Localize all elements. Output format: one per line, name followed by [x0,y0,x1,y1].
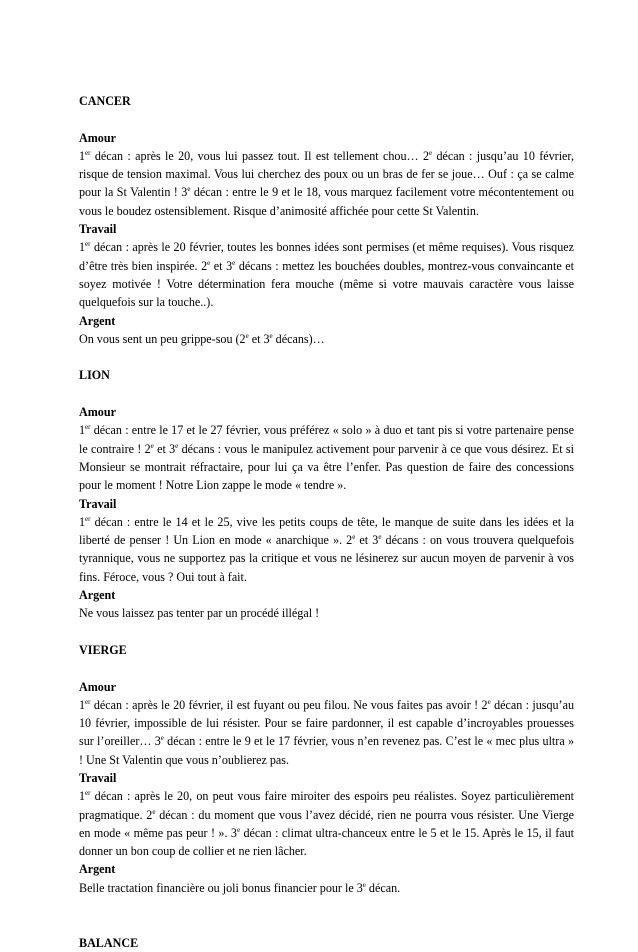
ordinal-superscript: er [85,514,91,523]
ordinal-superscript: e [378,533,382,542]
lion-amour-label: Amour [79,405,116,420]
ordinal-superscript: e [362,880,366,889]
text-run: Belle tractation financière ou joli bonus financier pour le 3 [79,880,363,895]
vierge-argent-label: Argent [79,862,116,877]
text-run: décan : après le 20, on peut vous faire miroiter des espoirs peu réalistes. Soyez particulièrement pragmatique. 2 [79,789,574,822]
lion-amour-text [79,421,574,494]
document-page [79,92,574,952]
cancer-amour-label: Amour [79,130,116,145]
cancer-travail-text [79,238,574,311]
text-run: décan : jusqu’au 10 février, impossible de lui résister. Pour se faire pardonner, il est capable d’incroyables prouesses sur l’oreiller… 3 [79,697,574,749]
ordinal-superscript: e [187,185,191,194]
ordinal-superscript: e [269,331,273,340]
text-run: et 3 [355,533,379,548]
sign-heading-lion: LION [79,368,110,383]
lion-argent-text [79,604,574,622]
ordinal-superscript: e [150,441,154,450]
text-run: décans : mettez les bouchées doubles, montrez-vous convaincante et soyez motivée ! Votre détermination fera mouche (même si votre mauvais caractère vous laisse quelquefois sur la touche..). [79,258,574,310]
text-run: décans : vous le manipulez activement pour parvenir à ce que vous désirez. Et si Monsieur se montrait réfractaire, pour lui ça va être l’enfer. Pas question de faire des concessions pour le moment ! Notre Lion zappe le mode « tendre ». [79,441,574,493]
text-run: 1 [79,697,86,712]
ordinal-superscript: e [207,258,211,267]
ordinal-superscript: er [85,789,91,798]
ordinal-superscript: er [85,423,91,432]
text-run: décans)… [272,331,325,346]
sign-heading-vierge: VIERGE [79,642,127,657]
text-run: décan : entre le 14 et le 25, vive les petits coups de tête, le manque de suite dans les idées et la liberté de penser ! Un Lion en mode « anarchique ». 2 [79,514,574,548]
text-run: On vous sent un peu grippe-sou (2 [79,331,246,346]
vierge-amour-text [79,696,574,769]
text-run: décan : après le 20 février, il est fuyant ou peu filou. Ne vous faites pas avoir ! 2 [90,697,488,712]
vierge-amour-label: Amour [79,679,116,694]
text-run: 1 [79,789,86,804]
text-run: décan : climat ultra-chanceux entre le 5 et le 15. Après le 15, il faut donner un bon coup de collier et ne rien lâcher. [79,825,574,859]
text-run: 1 [79,423,86,438]
text-run: et 3 [153,441,176,456]
ordinal-superscript: e [352,533,356,542]
ordinal-superscript: er [85,148,91,157]
cancer-argent-label: Argent [79,313,116,328]
ordinal-superscript: e [175,441,179,450]
text-run: et 3 [210,258,233,273]
vierge-argent-text [79,879,574,897]
text-run: décan : après le 20, vous lui passez tout. Il est tellement chou… 2 [90,148,429,163]
lion-argent-label: Argent [79,588,116,603]
text-run: 1 [79,514,86,529]
ordinal-superscript: e [236,825,241,834]
text-run: Ne vous laissez pas tenter par un procédé illégal ! [79,606,320,621]
ordinal-superscript: e [152,807,156,816]
ordinal-superscript: e [245,331,249,340]
cancer-amour-text [79,147,574,220]
text-run: 1 [79,148,86,163]
text-run: décans : on vous trouvera quelquefois tyrannique, vous ne supportez pas la critique et vous ne lésinerez sur aucun moyen de parvenir à vos fins. Féroce, vous ? Oui tout à fait. [79,533,574,584]
ordinal-superscript: e [232,258,236,267]
vierge-travail-label: Travail [79,770,117,785]
ordinal-superscript: e [160,734,164,743]
text-run: décan. [365,880,401,895]
sign-heading-cancer: CANCER [79,94,131,108]
vierge-travail-text [79,787,574,860]
ordinal-superscript: er [85,240,91,249]
cancer-argent-text [79,330,574,348]
lion-travail-label: Travail [79,496,117,511]
text-run: décan : jusqu’au 10 février, risque de tension maximal. Vous lui cherchez des poux ou un bras de fer se joue… Ouf : ça se calme pour la St Valentin ! 3 [79,148,574,200]
lion-travail-text [79,513,574,586]
text-run: décan : après le 20 février, toutes les bonnes idées sont permises (et même requises). Vous risquez d’être très bien inspirée. 2 [79,240,574,273]
text-run: décan : du moment que vous l’avez décidé, rien ne pourra vous résister. Une Vierge en mode « même pas peur ! ». 3 [79,807,574,840]
ordinal-superscript: e [487,697,491,706]
text-run: décan : entre le 17 et le 27 février, vous préférez « solo » à duo et tant pis si votre partenaire pense le contraire ! 2 [79,423,574,456]
ordinal-superscript: er [85,697,91,706]
text-run: et 3 [248,331,270,346]
text-run: 1 [79,240,86,255]
sign-heading-balance: BALANCE [79,935,139,950]
cancer-travail-label: Travail [79,222,117,237]
text-run: décan : entre le 9 et le 18, vous marquez facilement votre mécontentement ou vous le boudez ostensiblement. Risque d’animosité affichée pour cette St Valentin. [79,185,574,218]
text-run: décan : entre le 9 et le 17 février, vous n’en revenez pas. C’est le « mec plus ultra » ! Une St Valentin que vous n’oublierez pas. [79,734,575,767]
ordinal-superscript: e [429,148,433,157]
